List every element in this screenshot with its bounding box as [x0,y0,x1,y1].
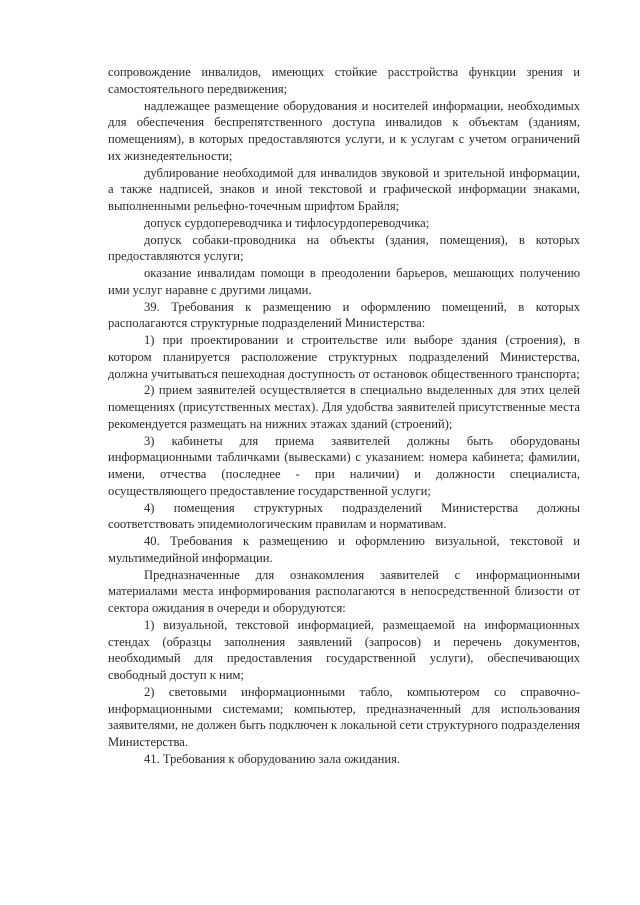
list-item: 3) кабинеты для приема заявителей должны быть оборудованы информационными табличками (вывесками) с указанием: номера кабинета; фамилии, имени, отчества (последнее - при наличии) и должности специалиста, осуществляющего предоставление государственной услуги; [108,433,580,498]
list-item: 1) при проектировании и строительстве или выборе здания (строения), в котором планируется расположение структурных подразделений Министерства, должна учитываться пешеходная доступность от остановок общественного транспорта; [108,333,580,381]
list-item: 2) прием заявителей осуществляется в специально выделенных для этих целей помещениях (присутственных местах). Для удобства заявителей присутственные места рекомендуется размещать на нижних этажах зданий (строений); [108,383,580,431]
paragraph: дублирование необходимой для инвалидов звуковой и зрительной информации, а также надписей, знаков и иной текстовой и графической информации знаками, выполненными рельефно-точечным шрифтом Брайля; [108,165,580,213]
section-heading-39: 39. Требования к размещению и оформлению помещений, в которых располагаются структурные подразделений Министерства: [108,299,580,331]
section-heading-41: 41. Требования к оборудованию зала ожидания. [144,751,401,766]
paragraph: допуск сурдопереводчика и тифлосурдопереводчика; [144,215,430,230]
document-body [108,64,580,768]
list-item: 2) световыми информационными табло, компьютером со справочно-информационными системами; компьютер, предназначенный для использования заявителями, не должен быть подключен к локальной сети структурного подразделения Министерства. [108,684,580,749]
list-item: 4) помещения структурных подразделений Министерства должны соответствовать эпидемиологическим правилам и нормативам. [108,500,580,532]
paragraph: надлежащее размещение оборудования и носителей информации, необходимых для обеспечения беспрепятственного доступа инвалидов к объектам (зданиям, помещениям), в которых предоставляются услуги, и к услугам с учетом ограничений их жизнедеятельности; [108,98,580,163]
paragraph: Предназначенные для ознакомления заявителей с информационными материалами места информирования располагаются в непосредственной близости от сектора ожидания в очереди и оборудуются: [108,567,580,615]
paragraph: допуск собаки-проводника на объекты (здания, помещения), в которых предоставляются услуги; [108,232,580,264]
paragraph: сопровождение инвалидов, имеющих стойкие расстройства функции зрения и самостоятельного передвижения; [108,65,580,96]
list-item: 1) визуальной, текстовой информацией, размещаемой на информационных стендах (образцы заполнения заявлений (запросов) и перечень документов, необходимый для предоставления государственной услуги), обеспечивающих свободный доступ к ним; [108,617,580,682]
section-heading-40: 40. Требования к размещению и оформлению визуальной, текстовой и мультимедийной информации. [108,534,580,565]
paragraph: оказание инвалидам помощи в преодолении барьеров, мешающих получению ими услуг наравне с другими лицами. [108,266,580,297]
